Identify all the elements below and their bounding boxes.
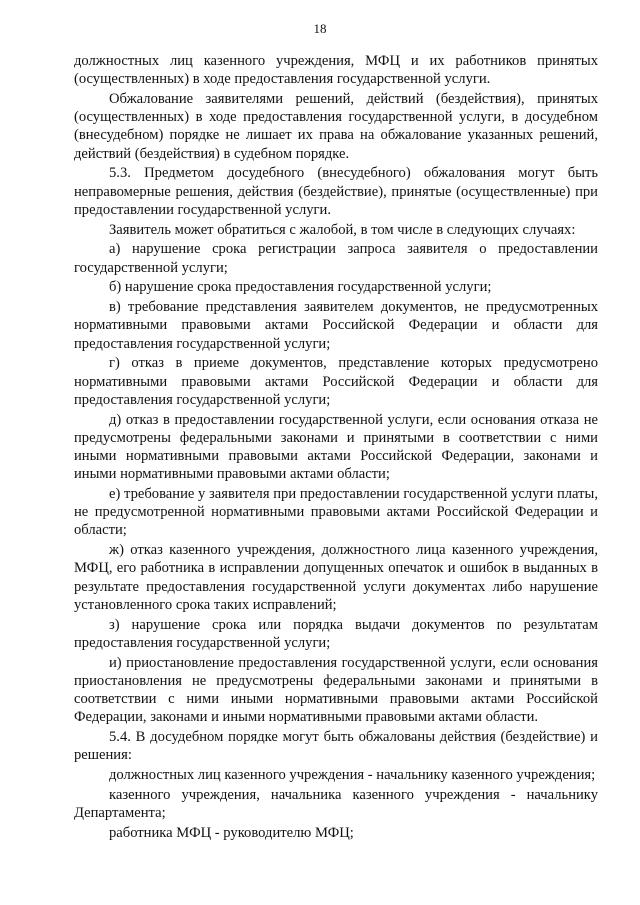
appeal-target-officials: должностных лиц казенного учреждения - начальнику казенного учреждения; bbox=[109, 767, 596, 784]
list-item-b: б) нарушение срока предоставления государственной услуги; bbox=[109, 279, 492, 296]
list-item-v: в) требование представления заявителем документов, не предусмотренных нормативными правовыми актами Российской Федерации и области для предоставления государственной услуги; bbox=[74, 299, 598, 352]
list-item-a: а) нарушение срока регистрации запроса заявителя о предоставлении государственной услуги; bbox=[74, 241, 598, 276]
document-body bbox=[74, 52, 598, 844]
paragraph-5-4: 5.4. В досудебном порядке могут быть обжалованы действия (бездействие) и решения: bbox=[74, 729, 598, 764]
paragraph-5-3: 5.3. Предметом досудебного (внесудебного) обжалования могут быть неправомерные решения, действия (бездействие), принятые (осуществленные) при предоставлении государственной услуги. bbox=[74, 165, 598, 218]
appeal-target-mfc-worker: работника МФЦ - руководителю МФЦ; bbox=[109, 824, 354, 841]
paragraph-cases-intro: Заявитель может обратиться с жалобой, в том числе в следующих случаях: bbox=[109, 221, 576, 238]
list-item-g: г) отказ в приеме документов, представление которых предусмотрено нормативными правовыми актами Российской Федерации и области для предоставления государственной услуги; bbox=[74, 355, 598, 408]
list-item-z: з) нарушение срока или порядка выдачи документов по результатам предоставления государственной услуги; bbox=[74, 616, 598, 651]
paragraph-continuation: должностных лиц казенного учреждения, МФЦ и их работников принятых (осуществленных) в ходе предоставления государственной услуги. bbox=[74, 53, 598, 88]
list-item-i: и) приостановление предоставления государственной услуги, если основания приостановления не предусмотрены федеральными законами и принятыми в соответствии с ними иными нормативными правовыми актами Российской Федерации, законами и иными нормативными правовыми актами области. bbox=[74, 654, 598, 726]
list-item-zh: ж) отказ казенного учреждения, должностного лица казенного учреждения, МФЦ, его работника в исправлении допущенных опечаток и ошибок в выданных в результате предоставления государственной услуги документах либо нарушение установленного срока таких исправлений; bbox=[74, 542, 598, 613]
appeal-target-institution: казенного учреждения, начальника казенного учреждения - начальнику Департамента; bbox=[74, 786, 598, 822]
paragraph-appeal-rights: Обжалование заявителями решений, действий (бездействия), принятых (осуществленных) в ходе предоставления государственной услуги, в досудебном (внесудебном) порядке не лишает их права на обжалование указанных решений, действий (бездействия) в судебном порядке. bbox=[74, 91, 598, 162]
page-number: 18 bbox=[313, 21, 327, 36]
list-item-e: е) требование у заявителя при предоставлении государственной услуги платы, не предусмотренной нормативными правовыми актами Российской Федерации и области; bbox=[74, 486, 598, 539]
list-item-d: д) отказ в предоставлении государственной услуги, если основания отказа не предусмотрены федеральными законами и принятыми в соответствии с ними иными нормативными правовыми актами Российской Федерации, законами и иными нормативными правовыми актами области; bbox=[74, 411, 598, 483]
